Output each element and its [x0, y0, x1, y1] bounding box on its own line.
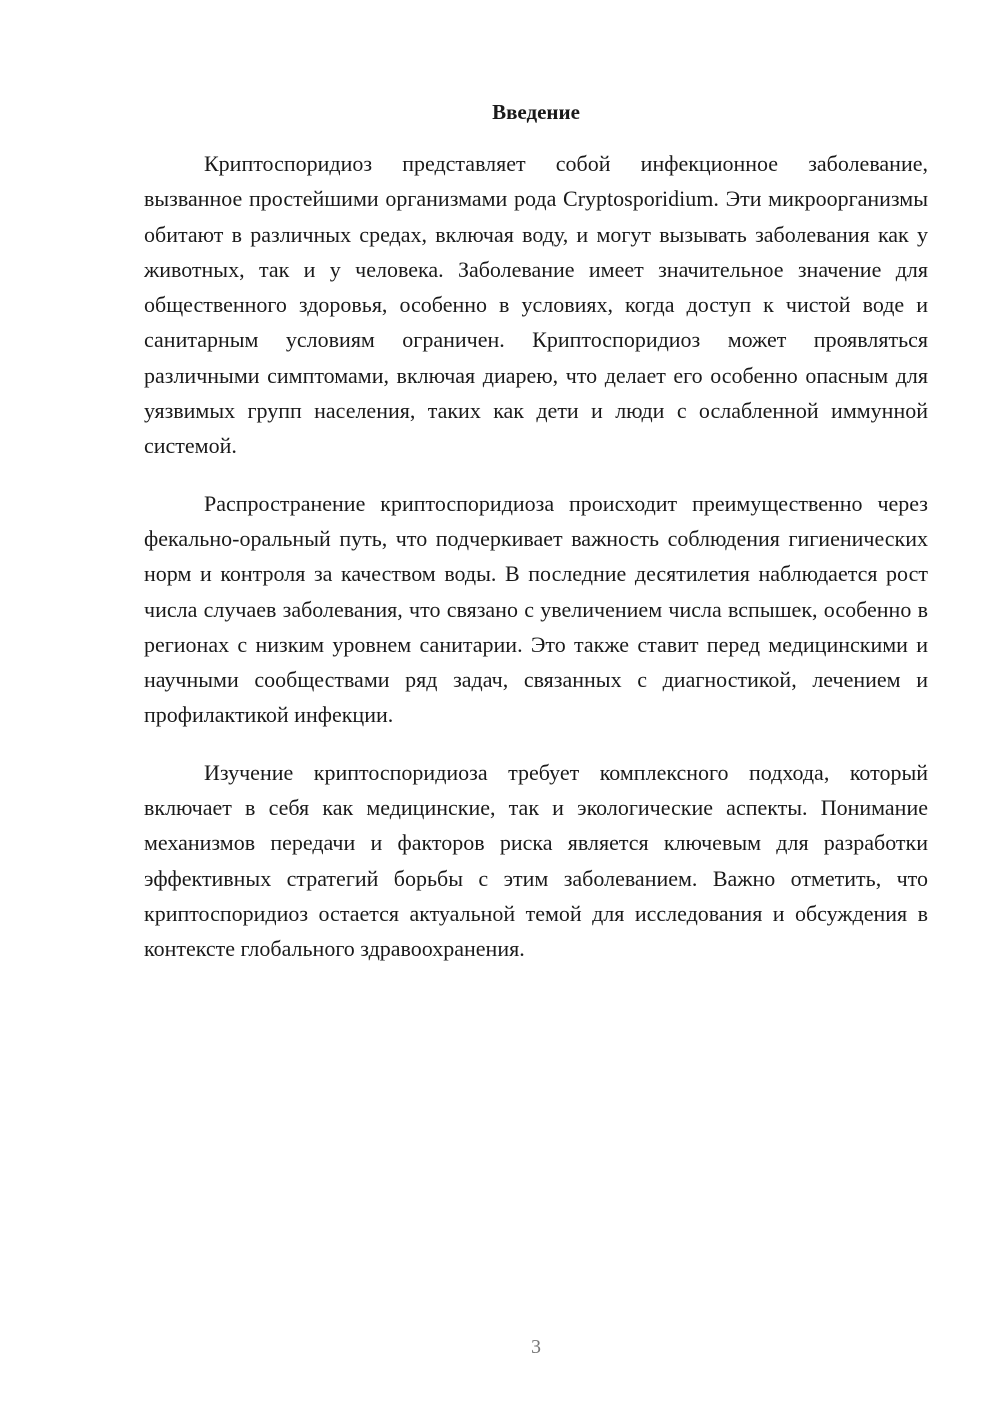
body-text [144, 146, 928, 989]
paragraph-3: Изучение криптоспоридиоза требует комплексного подхода, который включает в себя как медицинские, так и экологические аспекты. Понимание механизмов передачи и факторов риска является ключевым для разработки эффективных стратегий борьбы с этим заболеванием. Важно отметить, что криптоспоридиоз остается актуальной темой для исследования и обсуждения в контексте глобального здравоохранения. [144, 759, 928, 962]
paragraph-1: Криптоспоридиоз представляет собой инфекционное заболевание, вызванное простейшими организмами рода Cryptosporidium. Эти микроорганизмы обитают в различных средах, включая воду, и могут вызывать заболевания как у животных, так и у человека. Заболевание имеет значительное значение для общественного здоровья, особенно в условиях, когда доступ к чистой воде и санитарным условиям ограничен. Криптоспоридиоз может проявляться различными симптомами, включая диарею, что делает его особенно опасным для уязвимых групп населения, таких как дети и люди с ослабленной иммунной системой. [144, 151, 928, 459]
section-heading: Введение [492, 100, 580, 124]
paragraph-2: Распространение криптоспоридиоза происходит преимущественно через фекально-оральный путь, что подчеркивает важность соблюдения гигиенических норм и контроля за качеством воды. В последние десятилетия наблюдается рост числа случаев заболевания, что связано с увеличением числа вспышек, особенно в регионах с низким уровнем санитарии. Это также ставит перед медицинскими и научными сообществами ряд задач, связанных с диагностикой, лечением и профилактикой инфекции. [144, 490, 928, 728]
page-number: 3 [531, 1336, 541, 1358]
